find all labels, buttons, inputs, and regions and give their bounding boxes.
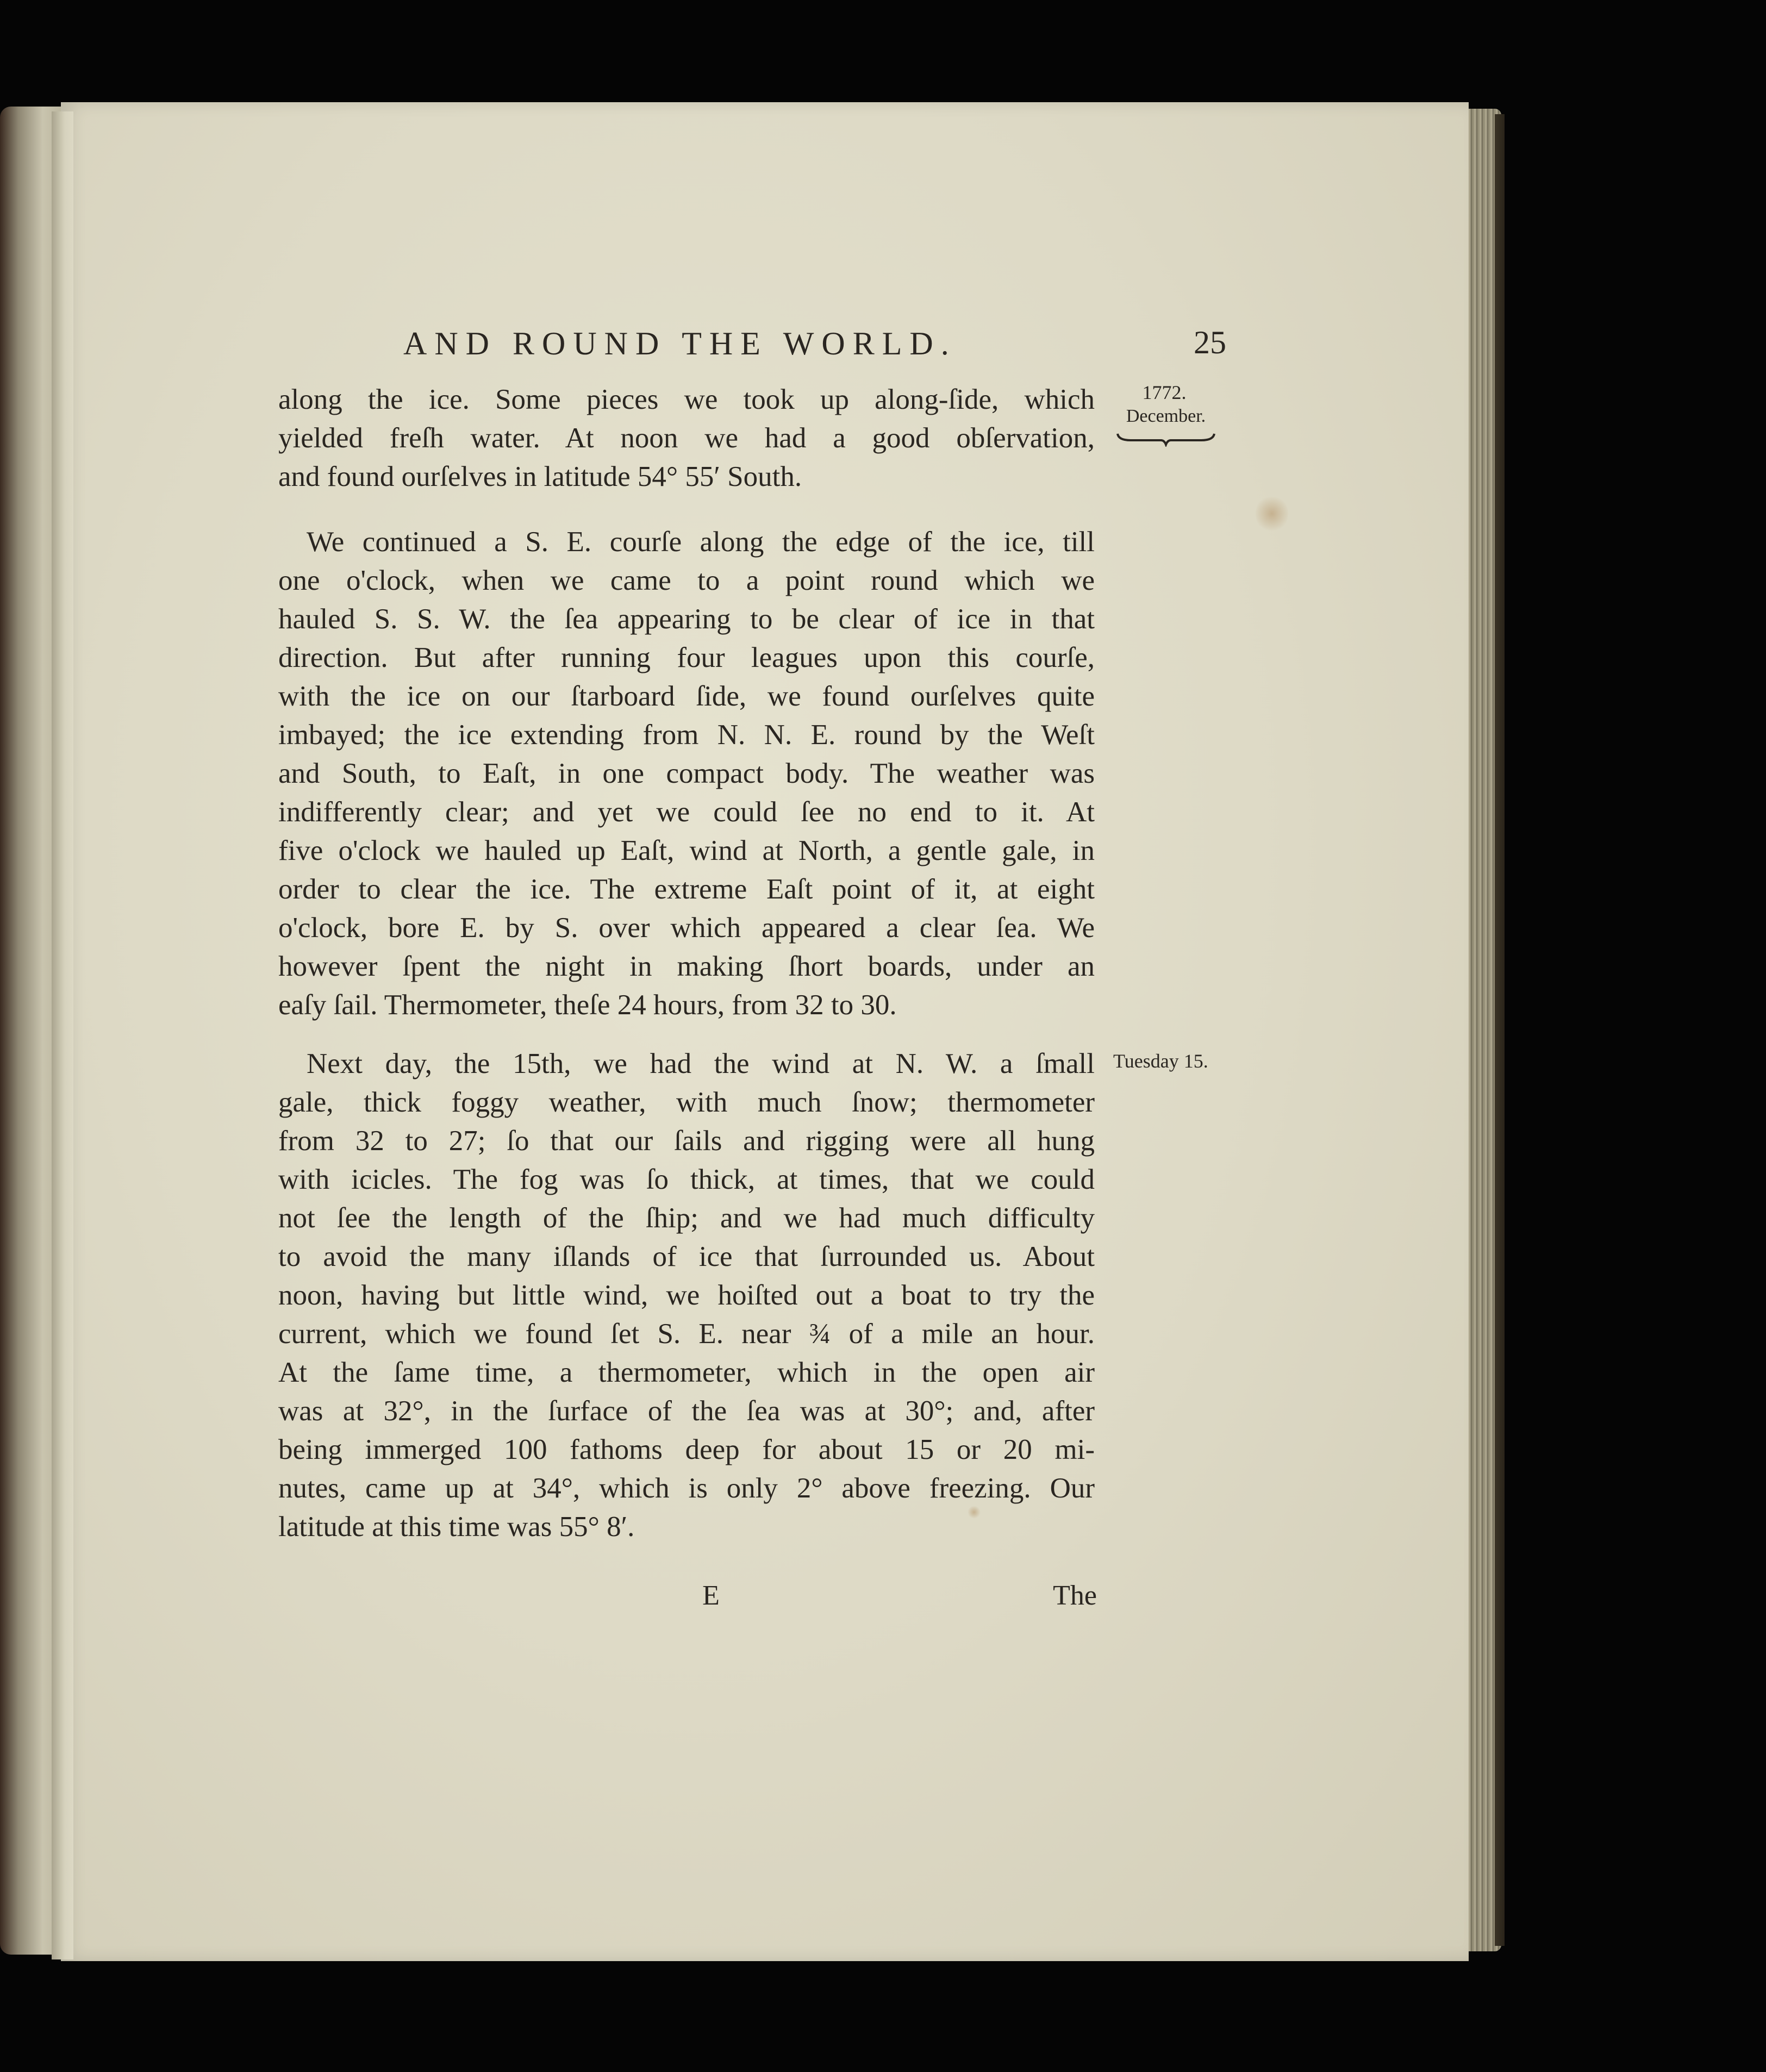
text-line: current, which we found ſet S. E. near ¾ of a mile an hour. <box>278 1318 1095 1350</box>
text-line: not ſee the length of the ſhip; and we had much difficulty <box>278 1202 1095 1234</box>
text-line: being immerged 100 fathoms deep for about 15 or 20 mi- <box>278 1434 1095 1465</box>
text-line: indifferently clear; and yet we could ſee no end to it. At <box>278 796 1095 828</box>
text-line: five o'clock we hauled up Eaſt, wind at North, a gentle gale, in <box>278 835 1095 866</box>
paragraph-3 <box>278 1045 1095 1546</box>
text-line: imbayed; the ice extending from N. N. E. round by the Weſt <box>278 719 1095 751</box>
text-line: and South, to Eaſt, in one compact body. The weather was <box>278 758 1095 789</box>
text-line: noon, having but little wind, we hoiſted out a boat to try the <box>278 1280 1095 1311</box>
page-gutter <box>52 111 73 1959</box>
text-line: from 32 to 27; ſo that our ſails and rigging were all hung <box>278 1125 1095 1157</box>
text-line: however ſpent the night in making ſhort boards, under an <box>278 951 1095 982</box>
text-line: and found ourſelves in latitude 54° 55′ South. <box>278 461 802 492</box>
text-line: with the ice on our ſtarboard ſide, we found ourſelves quite <box>278 681 1095 712</box>
catchword: The <box>1053 1580 1097 1611</box>
running-head: AND ROUND THE WORLD. <box>403 326 957 361</box>
text-line: order to clear the ice. The extreme Eaſt point of it, at eight <box>278 873 1095 905</box>
text-line: was at 32°, in the ſurface of the ſea was at 30°; and, after <box>278 1395 1095 1427</box>
text-line: latitude at this time was 55° 8′. <box>278 1511 635 1543</box>
text-line: yielded freſh water. At noon we had a good obſervation, <box>278 422 1095 454</box>
text-line: nutes, came up at 34°, which is only 2° above freezing. Our <box>278 1472 1095 1504</box>
margin-note-month: December. <box>1126 406 1206 426</box>
text-line: gale, thick foggy weather, with much ſnow; thermometer <box>278 1087 1095 1118</box>
margin-note-year: 1772. <box>1142 382 1187 403</box>
text-line: hauled S. S. W. the ſea appearing to be clear of ice in that <box>278 603 1095 635</box>
text-line: eaſy ſail. Thermometer, theſe 24 hours, from 32 to 30. <box>278 989 897 1021</box>
foxing-spot <box>1256 495 1288 533</box>
text-line: one o'clock, when we came to a point round which we <box>278 565 1095 596</box>
book-cover-edge <box>1495 114 1505 1946</box>
text-line: to avoid the many iſlands of ice that ſurrounded us. About <box>278 1241 1095 1272</box>
paragraph-2 <box>278 523 1095 1025</box>
text-line: o'clock, bore E. by S. over which appeared a clear ſea. We <box>278 912 1095 944</box>
page-number: 25 <box>1194 324 1226 360</box>
text-line: with icicles. The fog was ſo thick, at times, that we could <box>278 1164 1095 1195</box>
margin-note-day: Tuesday 15. <box>1113 1050 1208 1072</box>
text-line: direction. But after running four leagues upon this courſe, <box>278 642 1095 673</box>
text-line: along the ice. Some pieces we took up along-ſide, which <box>278 384 1095 415</box>
text-line: We continued a S. E. courſe along the edge of the ice, till <box>307 526 1095 558</box>
text-line: At the ſame time, a thermometer, which in the open air <box>278 1357 1095 1388</box>
paragraph-1 <box>278 380 1095 496</box>
margin-brace-icon <box>1114 430 1218 447</box>
signature-mark: E <box>702 1580 720 1611</box>
text-line: Next day, the 15th, we had the wind at N. W. a ſmall <box>307 1048 1095 1079</box>
